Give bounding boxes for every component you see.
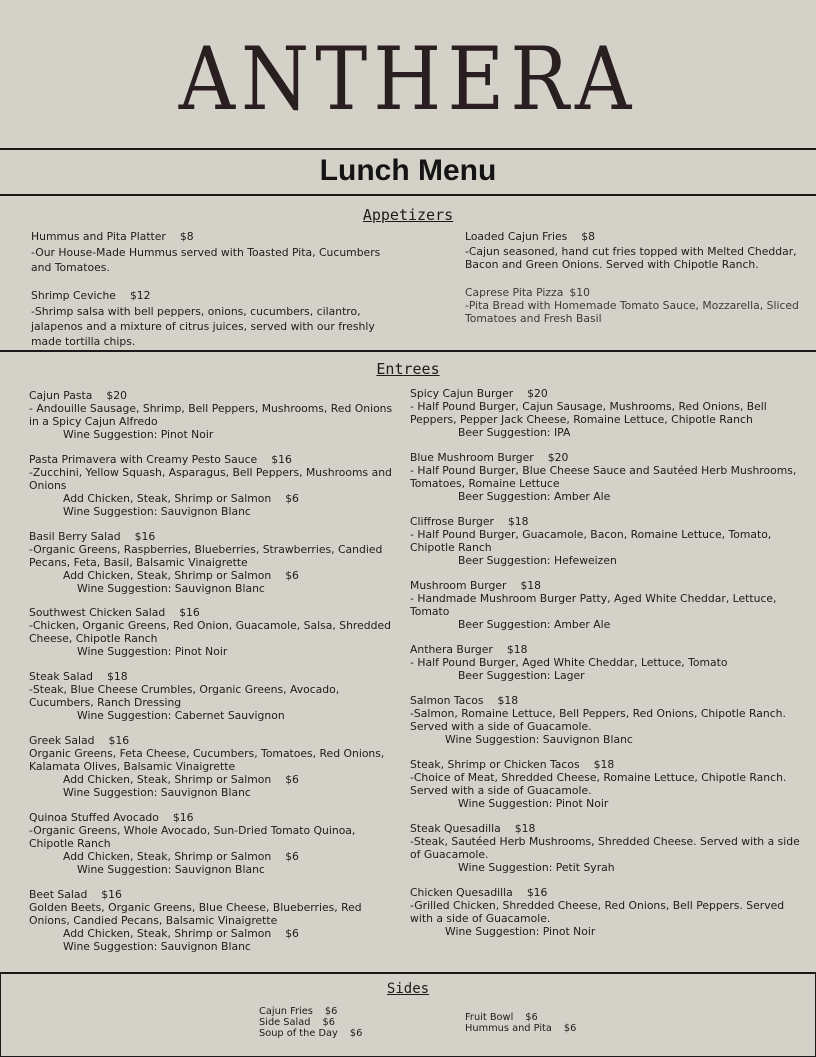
pairing-suggestion: Wine Suggestion: Sauvignon Blanc (63, 940, 251, 953)
menu-item (410, 515, 795, 567)
item-name: Steak, Shrimp or Chicken Tacos (410, 758, 580, 771)
divider (0, 194, 816, 196)
menu-item (410, 451, 805, 503)
pairing-suggestion: Wine Suggestion: Petit Syrah (458, 861, 615, 874)
divider (0, 350, 816, 352)
side-price: $6 (525, 1012, 538, 1023)
item-description: - Half Pound Burger, Cajun Sausage, Mushrooms, Red Onions, Bell Peppers, Pepper Jack Cheese, Romaine Lettuce, Chipotle Ranch (410, 400, 767, 426)
pairing-suggestion: Wine Suggestion: Sauvignon Blanc (63, 786, 251, 799)
side-name: Fruit Bowl (465, 1012, 514, 1023)
item-description: -Shrimp salsa with bell peppers, onions, cucumbers, cilantro, jalapenos and a mixture of citrus juices, served with our freshly made tortilla chips. (31, 305, 375, 348)
sides-title: Sides (386, 981, 430, 997)
item-name: Loaded Cajun Fries (465, 230, 568, 243)
item-name: Cliffrose Burger (410, 515, 494, 528)
item-price: $8 (581, 230, 595, 243)
side-name: Cajun Fries (259, 1006, 313, 1017)
menu-item (29, 811, 374, 876)
menu-item (29, 606, 397, 658)
pairing-suggestion: Beer Suggestion: Lager (458, 669, 585, 682)
item-description: - Half Pound Burger, Guacamole, Bacon, Romaine Lettuce, Tomato, Chipotle Ranch (410, 528, 772, 554)
item-name: Southwest Chicken Salad (29, 606, 166, 619)
item-name: Steak Quesadilla (410, 822, 501, 835)
item-price: $16 (172, 811, 194, 824)
side-price: $6 (322, 1017, 335, 1028)
side-name: Hummus and Pita (465, 1023, 552, 1034)
item-price: $18 (593, 758, 615, 771)
item-description: -Grilled Chicken, Shredded Cheese, Red Onions, Bell Peppers. Served with a side of Guacamole. (410, 899, 785, 925)
side-item (465, 1012, 538, 1023)
pairing-suggestion: Wine Suggestion: Sauvignon Blanc (77, 582, 265, 595)
menu-item (29, 530, 397, 595)
item-price: $20 (106, 389, 127, 402)
item-name: Spicy Cajun Burger (410, 387, 514, 400)
brand-logo: ANTHERA (178, 29, 638, 131)
side-item (259, 1006, 337, 1017)
entrees-title: Entrees (376, 360, 440, 378)
item-price: $18 (106, 670, 128, 683)
menu-item (465, 286, 805, 325)
pairing-suggestion: Wine Suggestion: Pinot Noir (445, 925, 596, 938)
add-protein: Add Chicken, Steak, Shrimp or Salmon $6 (63, 492, 299, 505)
pairing-suggestion: Beer Suggestion: Amber Ale (458, 490, 611, 503)
item-price: $16 (101, 888, 122, 901)
item-name: Cajun Pasta (29, 389, 93, 402)
item-description: Organic Greens, Feta Cheese, Cucumbers, Tomatoes, Red Onions, Kalamata Olives, Balsamic Vinaigrette (29, 747, 385, 773)
item-name: Pasta Primavera with Creamy Pesto Sauce (29, 453, 258, 466)
item-description: -Zucchini, Yellow Squash, Asparagus, Bell Peppers, Mushrooms and Onions (29, 466, 392, 492)
side-price: $6 (349, 1028, 363, 1039)
item-name: Caprese Pita Pizza (465, 286, 564, 299)
add-protein: Add Chicken, Steak, Shrimp or Salmon $6 (63, 773, 299, 786)
menu-item (410, 643, 795, 682)
item-price: $16 (108, 734, 130, 747)
item-description: - Half Pound Burger, Aged White Cheddar, Lettuce, Tomato (410, 656, 728, 669)
item-price: $20 (527, 387, 548, 400)
menu-item (410, 758, 795, 810)
menu-item (410, 387, 795, 439)
pairing-suggestion: Wine Suggestion: Cabernet Sauvignon (77, 709, 285, 722)
item-price: $16 (134, 530, 156, 543)
menu-item (29, 389, 397, 441)
item-description: -Organic Greens, Raspberries, Blueberries, Strawberries, Candied Pecans, Feta, Basil, Balsamic Vinaigrette (29, 543, 383, 569)
side-price: $6 (324, 1006, 338, 1017)
item-price: $18 (497, 694, 519, 707)
menu-item (410, 694, 795, 746)
side-name: Side Salad (259, 1017, 311, 1028)
item-description: -Cajun seasoned, hand cut fries topped with Melted Cheddar, Bacon and Green Onions. Served with Chipotle Ranch. (465, 245, 797, 271)
item-name: Mushroom Burger (410, 579, 507, 592)
item-price: $18 (514, 822, 536, 835)
add-protein: Add Chicken, Steak, Shrimp or Salmon $6 (63, 569, 299, 582)
pairing-suggestion: Wine Suggestion: Sauvignon Blanc (63, 505, 251, 518)
menu-item (29, 670, 349, 722)
menu-item (29, 888, 374, 953)
appetizers-title: Appetizers (362, 206, 454, 224)
menu-item (31, 230, 401, 275)
divider (0, 148, 816, 150)
menu-item (410, 886, 795, 938)
item-description: -Salmon, Romaine Lettuce, Bell Peppers, Red Onions, Chipotle Ranch. Served with a side of Guacamole. (410, 707, 786, 733)
add-protein: Add Chicken, Steak, Shrimp or Salmon $6 (63, 927, 299, 940)
pairing-suggestion: Beer Suggestion: Hefeweizen (458, 554, 617, 567)
item-price: $18 (506, 643, 528, 656)
item-price: $10 (569, 286, 590, 299)
item-price: $18 (507, 515, 529, 528)
item-description: -Our House-Made Hummus served with Toasted Pita, Cucumbers and Tomatoes. (31, 246, 381, 274)
item-price: $16 (526, 886, 548, 899)
side-name: Soup of the Day (259, 1028, 338, 1039)
item-description: -Pita Bread with Homemade Tomato Sauce, Mozzarella, Sliced Tomatoes and Fresh Basil (465, 299, 799, 325)
item-description: - Andouille Sausage, Shrimp, Bell Peppers, Mushrooms, Red Onions in a Spicy Cajun Alfredo (29, 402, 393, 428)
item-name: Beet Salad (29, 888, 88, 901)
pairing-suggestion: Wine Suggestion: Pinot Noir (458, 797, 609, 810)
item-price: $16 (271, 453, 292, 466)
side-item (259, 1017, 335, 1028)
item-name: Blue Mushroom Burger (410, 451, 534, 464)
pairing-suggestion: Wine Suggestion: Pinot Noir (77, 645, 228, 658)
item-description: -Choice of Meat, Shredded Cheese, Romaine Lettuce, Chipotle Ranch. Served with a side of Guacamole. (410, 771, 787, 797)
item-description: -Chicken, Organic Greens, Red Onion, Guacamole, Salsa, Shredded Cheese, Chipotle Ranch (29, 619, 391, 645)
item-price: $16 (179, 606, 200, 619)
item-price: $8 (179, 230, 194, 243)
item-description: -Steak, Sautéed Herb Mushrooms, Shredded Cheese. Served with a side of Guacamole. (410, 835, 800, 861)
add-protein: Add Chicken, Steak, Shrimp or Salmon $6 (63, 850, 299, 863)
item-description: Golden Beets, Organic Greens, Blue Cheese, Blueberries, Red Onions, Candied Pecans, Balsamic Vinaigrette (29, 901, 362, 927)
item-name: Basil Berry Salad (29, 530, 121, 543)
side-price: $6 (563, 1023, 577, 1034)
item-name: Greek Salad (29, 734, 95, 747)
item-description: - Handmade Mushroom Burger Patty, Aged White Cheddar, Lettuce, Tomato (410, 592, 777, 618)
menu-item (465, 230, 805, 271)
item-name: Hummus and Pita Platter (31, 230, 166, 243)
menu-item (410, 579, 795, 631)
menu-item (31, 289, 379, 349)
page-title: Lunch Menu (319, 154, 497, 187)
side-item (465, 1023, 576, 1034)
pairing-suggestion: Beer Suggestion: Amber Ale (458, 618, 611, 631)
item-name: Salmon Tacos (410, 694, 484, 707)
side-item (259, 1028, 362, 1039)
item-name: Quinoa Stuffed Avocado (29, 811, 159, 824)
pairing-suggestion: Beer Suggestion: IPA (458, 426, 571, 439)
item-name: Shrimp Ceviche (31, 289, 116, 302)
item-description: -Steak, Blue Cheese Crumbles, Organic Greens, Avocado, Cucumbers, Ranch Dressing (29, 683, 340, 709)
menu-item (29, 453, 397, 518)
menu-item (29, 734, 397, 799)
item-name: Anthera Burger (410, 643, 493, 656)
pairing-suggestion: Wine Suggestion: Sauvignon Blanc (77, 863, 265, 876)
menu-item (410, 822, 805, 874)
item-name: Chicken Quesadilla (410, 886, 513, 899)
item-name: Steak Salad (29, 670, 93, 683)
item-description: -Organic Greens, Whole Avocado, Sun-Dried Tomato Quinoa, Chipotle Ranch (29, 824, 356, 850)
item-description: - Half Pound Burger, Blue Cheese Sauce and Sautéed Herb Mushrooms, Tomatoes, Romaine Lettuce (410, 464, 797, 490)
pairing-suggestion: Wine Suggestion: Pinot Noir (63, 428, 214, 441)
item-price: $18 (520, 579, 542, 592)
item-price: $12 (129, 289, 151, 302)
pairing-suggestion: Wine Suggestion: Sauvignon Blanc (445, 733, 633, 746)
item-price: $20 (547, 451, 569, 464)
